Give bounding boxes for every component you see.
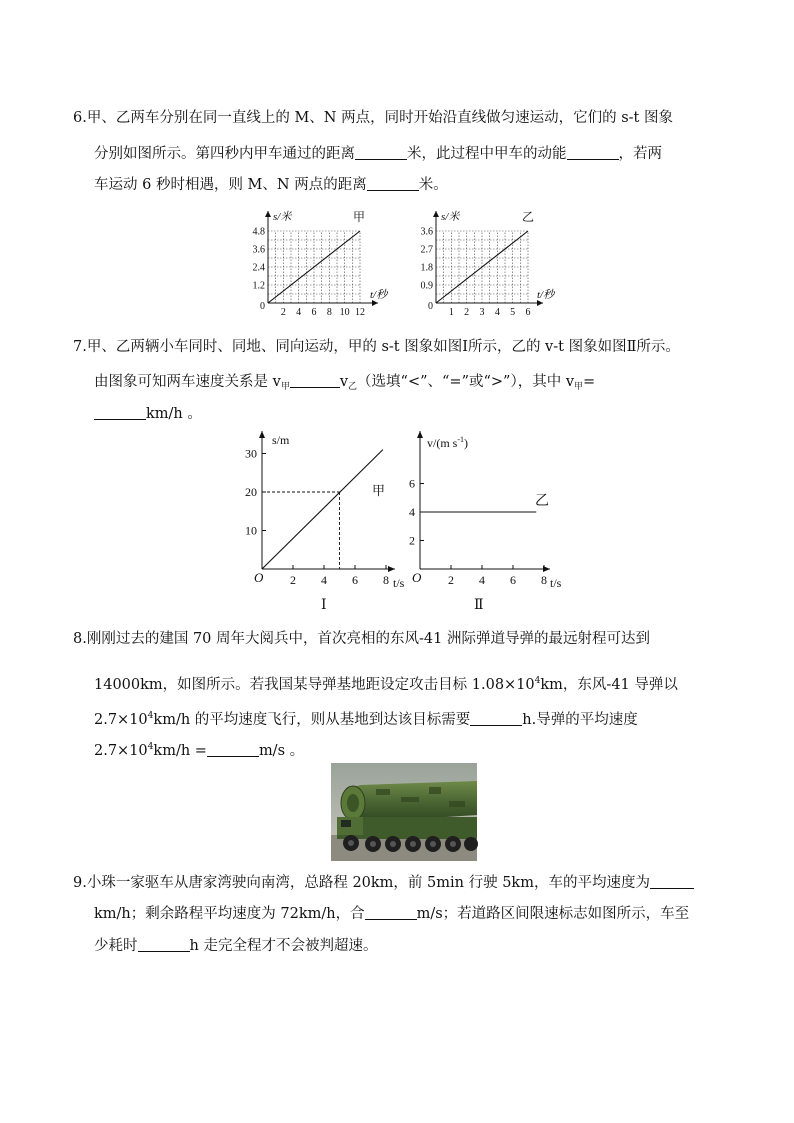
series-name-jia: 甲 <box>353 210 366 224</box>
answer-blank[interactable] <box>650 874 694 889</box>
y-axis-label: s/米 <box>273 211 292 223</box>
answer-blank[interactable] <box>138 937 190 952</box>
q6-line-1 <box>73 109 673 127</box>
q8-line-3 <box>94 707 638 729</box>
q7-line-2 <box>94 373 595 396</box>
answer-blank[interactable] <box>355 145 407 160</box>
subscript-jia: 甲 <box>574 382 584 392</box>
chart-one-st <box>240 425 420 615</box>
x-axis-label: t/秒 <box>537 289 555 301</box>
answer-blank[interactable] <box>367 176 419 191</box>
y-tick-label: 30 <box>245 446 257 461</box>
y-tick-label: 20 <box>245 485 257 499</box>
series-line-jia <box>262 450 386 569</box>
q6-text-2b: 米，此过程中甲车的动能 <box>407 146 567 162</box>
q7-text-1: 7.甲、乙两辆小车同时、同地、同向运动，甲的 s-t 图象如图Ⅰ所示，乙的 v-t 图象如图Ⅱ所示。 <box>73 339 680 355</box>
subscript-yi: 乙 <box>348 382 358 392</box>
y-tick-label: 2.4 <box>252 262 265 274</box>
origin-label: O <box>254 570 264 585</box>
chart-yi-st <box>400 205 570 320</box>
answer-blank[interactable] <box>207 742 259 757</box>
x-axis-label: t/秒 <box>370 289 388 301</box>
q8-line-1 <box>73 630 650 648</box>
x-tick-label: 4 <box>321 573 327 587</box>
origin-label: 0 <box>428 301 433 312</box>
q9-text-2b: m/s；若道路区间限速标志如图所示，车至 <box>416 906 690 922</box>
x-tick-label: 5 <box>510 307 516 318</box>
q7-text-3: km/h 。 <box>146 406 202 422</box>
q9-text-2a: km/h；剩余路程平均速度为 72km/h，合 <box>94 906 365 922</box>
q8-text-2b: km，东风-41 导弹以 <box>540 676 678 693</box>
q6-text-2c: ，若两 <box>618 146 662 162</box>
x-tick-label: 10 <box>339 307 350 318</box>
q6-line-2 <box>94 145 662 163</box>
x-tick-label: 6 <box>525 307 531 318</box>
x-tick-label: 8 <box>541 573 547 587</box>
x-tick-label: 4 <box>494 307 500 318</box>
q6-text-1: 6.甲、乙两车分别在同一直线上的 M、N 两点，同时开始沿直线做匀速运动，它们的 s-t 图象 <box>73 110 673 126</box>
q7-text-2b: v <box>339 374 349 390</box>
q7-text-2c: （选填“<”、“=”或“>”），其中 v <box>357 374 575 390</box>
x-tick-label: 4 <box>296 307 302 318</box>
q9-text-1a: 9.小珠一家驱车从唐家湾驶向南湾，总路程 20km，前 5min 行驶 5km，车的平均速度为 <box>73 875 650 891</box>
series-name-yi: 乙 <box>522 210 535 224</box>
x-tick-label: 2 <box>290 573 296 587</box>
y-axis-arrow <box>417 431 423 438</box>
q9-text-3b: h 走完全程才不会被判超速。 <box>189 938 378 954</box>
q6-text-3a: 车运动 6 秒时相遇，则 M、N 两点的距离 <box>94 177 367 193</box>
q8-text-4a: 2.7×10 <box>94 742 148 759</box>
figure-caption-one: Ⅰ <box>321 598 327 613</box>
x-tick-label: 2 <box>448 573 454 587</box>
y-axis-arrow <box>265 211 271 217</box>
q9-line-2 <box>94 905 689 923</box>
y-tick-label: 2 <box>409 533 415 548</box>
q8-line-4 <box>94 738 304 760</box>
x-axis-label: t/s <box>393 576 405 590</box>
answer-blank[interactable] <box>470 711 522 726</box>
q6-text-2a: 分别如图所示。第四秒内甲车通过的距离 <box>94 146 355 162</box>
q8-text-4b: km/h = <box>153 742 207 759</box>
chart-two-vt <box>398 425 588 615</box>
y-tick-label: 10 <box>245 523 257 538</box>
y-axis-label: v/(m $s^{-1}$) <box>427 435 469 450</box>
q9-line-1 <box>73 874 694 892</box>
answer-blank[interactable] <box>94 405 146 420</box>
x-tick-label: 1 <box>448 307 454 318</box>
series-name-jia: 甲 <box>372 483 386 498</box>
x-tick-label: 6 <box>311 307 317 318</box>
x-tick-label: 6 <box>352 573 358 587</box>
q8-text-1: 8.刚刚过去的建国 70 周年大阅兵中，首次亮相的东风-41 洲际弹道导弹的最远射程可达到 <box>73 631 650 647</box>
answer-blank[interactable] <box>290 373 340 388</box>
q8-text-3c: h.导弹的平均速度 <box>522 711 638 728</box>
y-axis-arrow <box>433 211 439 217</box>
x-tick-label: 4 <box>479 573 485 587</box>
q7-text-2a: 由图象可知两车速度关系是 v <box>94 374 281 390</box>
x-tick-label: 12 <box>355 307 365 318</box>
q7-line-3 <box>94 405 202 423</box>
exponent: 4 <box>534 676 541 686</box>
y-tick-label: 1.8 <box>420 262 433 274</box>
y-tick-label: 0.9 <box>420 280 433 292</box>
origin-label: O <box>412 570 422 585</box>
figure-caption-two: Ⅱ <box>474 598 484 613</box>
q8-text-4c: m/s 。 <box>258 742 305 759</box>
q6-line-3 <box>94 176 448 194</box>
missile-launcher-photo <box>331 763 477 861</box>
q9-line-3 <box>94 937 377 955</box>
q8-text-3a: 2.7×10 <box>94 711 148 728</box>
y-tick-label: 1.2 <box>252 280 265 292</box>
exponent: 4 <box>147 742 154 752</box>
x-tick-label: 6 <box>510 573 516 587</box>
q9-text-3a: 少耗时 <box>94 938 138 954</box>
answer-blank[interactable] <box>365 905 417 920</box>
series-name-yi: 乙 <box>535 494 549 509</box>
y-tick-label: 4.8 <box>252 226 265 238</box>
y-tick-label: 3.6 <box>420 226 433 238</box>
answer-blank[interactable] <box>567 145 619 160</box>
y-axis-arrow <box>259 431 265 438</box>
y-tick-label: 2.7 <box>420 244 433 256</box>
q7-text-2d: = <box>583 374 596 390</box>
x-tick-label: 8 <box>383 573 389 587</box>
q8-text-3b: km/h 的平均速度飞行，则从基地到达该目标需要 <box>153 711 471 728</box>
y-tick-label: 6 <box>409 476 415 491</box>
q7-line-1 <box>73 338 680 356</box>
origin-label: 0 <box>260 301 265 312</box>
x-axis-label: t/s <box>550 576 562 590</box>
y-tick-label: 4 <box>409 505 415 519</box>
q6-text-3b: 米。 <box>418 177 448 193</box>
q8-line-2 <box>94 672 678 694</box>
x-tick-label: 2 <box>464 307 470 318</box>
exponent: 4 <box>147 711 154 721</box>
y-axis-label: s/m <box>272 433 290 447</box>
y-tick-label: 3.6 <box>252 244 265 256</box>
x-tick-label: 2 <box>280 307 286 318</box>
q8-text-2a: 14000km，如图所示。若我国某导弹基地距设定攻击目标 1.08×10 <box>94 676 535 693</box>
y-axis-label: s/米 <box>441 211 460 223</box>
subscript-jia: 甲 <box>280 382 290 392</box>
x-tick-label: 8 <box>326 307 332 318</box>
x-axis-arrow <box>388 566 395 572</box>
x-tick-label: 3 <box>479 307 485 318</box>
chart-jia-st <box>250 205 400 320</box>
